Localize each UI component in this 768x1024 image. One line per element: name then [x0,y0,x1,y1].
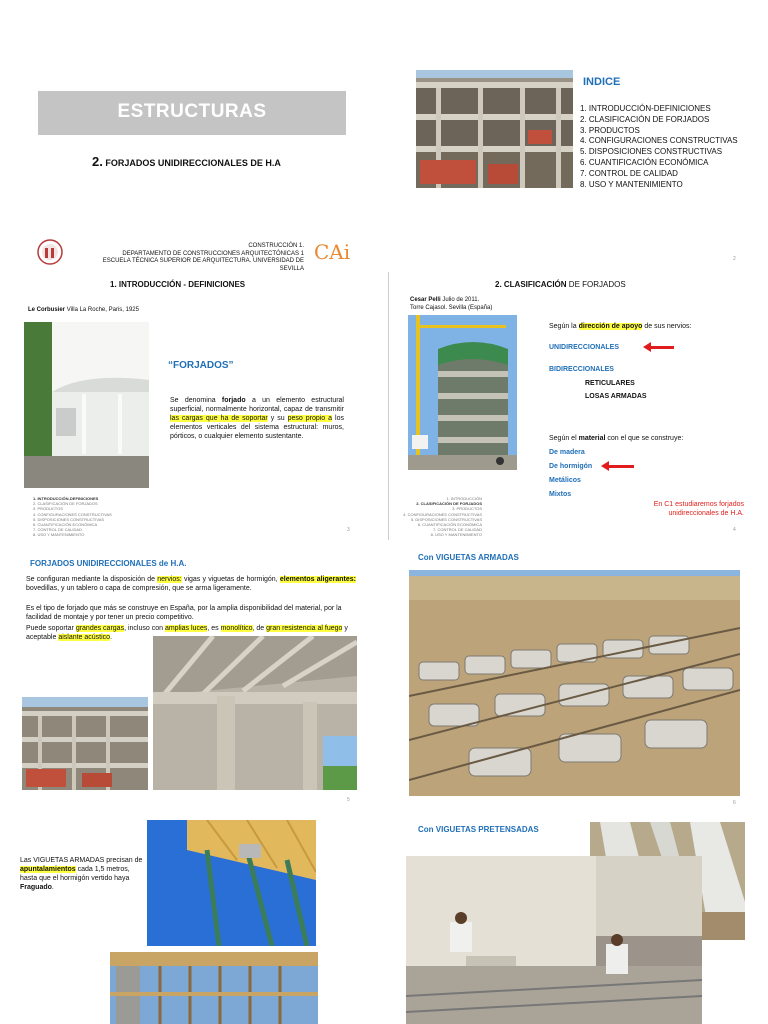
heading-number: 2. CLASIFICACIÓN [495,280,567,289]
subtitle-number: 2. [92,154,103,169]
text-fragment: con el que se construye: [605,435,684,442]
slide6-heading: Con VIGUETAS ARMADAS [418,553,519,562]
highlight: amplias luces [164,625,208,632]
subtitle-text: FORJADOS UNIDIRECCIONALES DE H.A [105,158,281,168]
slide4-mini-index [402,496,482,538]
text-fragment: Es el tipo de forjado que más se construye en España, por la amplia disponibilidad del material, por la facilidad de montaje y por tener un precio competitivo. [26,605,342,622]
apuntalamientos-text [20,856,144,892]
caption-author: Cesar Pelli [410,297,441,303]
text-fragment: cada 1,5 metros, hasta que el hormigón vertido haya [20,866,130,883]
type-reticulares: RETICULARES [585,380,635,387]
viguetas-armadas-photo [409,570,740,796]
shoring-props-photo [147,820,316,946]
banner-title: ESTRUCTURAS [117,101,267,122]
mini-index-item: 2. CLASIFICACIÓN DE FORJADOS [33,501,98,507]
mini-index-item: 7. CONTROL DE CALIDAD [433,527,482,533]
text-fragment: , de [252,625,267,632]
university-seal-logo [36,238,66,266]
text-fragment: Según el [549,435,579,442]
mini-index-item: 3. PRODUCTOS [452,506,482,512]
text-fragment: . [110,634,113,642]
indice-item: 6. CUANTIFICACIÓN ECONÓMICA [580,157,709,167]
indice-item: 2. CLASIFICACIÓN DE FORJADOS [580,114,710,124]
indice-item: 3. PRODUCTOS [580,125,640,135]
villa-la-roche-photo [24,322,149,488]
caption-place: Torre Cajasol. Sevilla (España) [410,304,493,311]
mini-index-item: 3. PRODUCTOS [33,506,63,512]
highlight: peso propio a [287,415,333,423]
highlight: dirección de apoyo [578,323,643,330]
highlight: aislante acústico [58,634,111,642]
material-madera: De madera [549,449,585,456]
highlight: nervios: [157,576,182,583]
slide4-heading [495,280,626,291]
mini-index-item: 8. USO Y MANTENIMIENTO [33,532,85,538]
formwork-photo [110,952,318,1024]
text-fragment: a un elemento estructural superficial, normalmente horizontal, capaz de transmitir [170,397,344,414]
page-number: 2 [733,256,736,262]
slide3-heading: 1. INTRODUCCIÓN - DEFINICIONES [110,280,246,289]
course-header [100,243,304,273]
material-criterion [549,434,683,443]
slide-divider [388,272,389,540]
highlight: elementos aligerantes: [279,576,356,583]
mini-index-item: 1. INTRODUCCIÓN [446,496,482,501]
highlight: grandes cargas [75,625,125,632]
type-bidireccionales: BIDIRECCIONALES [549,366,614,373]
indice-title: INDICE [583,76,621,88]
text-fragment: vigas y viguetas de hormigón, [181,576,280,583]
red-arrow [650,346,674,349]
indice-list [580,104,738,190]
text-fragment: , incluso con [124,625,165,632]
highlight: monolítico [220,625,253,632]
department-name: DEPARTAMENTO DE CONSTRUCCIONES ARQUITECTÓNICAS 1 [122,250,304,257]
building-frame-photo [22,697,148,790]
page-number: 5 [347,797,350,803]
mini-index-item: 6. CUANTIFICACIÓN ECONÓMICA [417,521,482,527]
text-fragment: y aceptable [26,625,348,642]
slab-underside-photo [153,636,357,790]
material-metalicos: Metálicos [549,477,581,484]
material-hormigon: De hormigón [549,463,593,470]
text-fragment: Según la [549,323,579,330]
indice-item: 5. DISPOSICIONES CONSTRUCTIVAS [580,147,723,157]
text-fragment: Fraguado [20,884,52,892]
photo-caption [28,307,139,315]
slide-subtitle [92,154,352,169]
caption-date: Julio de 2011. [442,297,480,303]
mini-index-item: 5. DISPOSICIONES CONSTRUCTIVAS [410,516,482,522]
page-number: 3 [347,527,350,533]
indice-item: 7. CONTROL DE CALIDAD [580,168,678,178]
text-fragment: . [51,884,54,892]
type-unidireccionales: UNIDIRECCIONALES [549,344,620,351]
caption-rest: Villa La Roche, Paris, 1925 [66,307,139,313]
course-note: En C1 estudiaremos forjados unidireccionales de H.A. [653,501,744,518]
slide5-paragraph-a [26,575,356,593]
apoyo-criterion [549,322,691,331]
heading-rest: DE FORJADOS [566,280,626,289]
forjados-title: “FORJADOS” [168,360,234,371]
text-fragment: los elementos verticales del sistema estructural: muros, pórticos, o cualquier elemento sustentante. [170,415,344,441]
slide5-paragraph-b [26,604,356,622]
torre-cajasol-photo [408,315,517,470]
text-fragment: Puede soportar [26,625,76,632]
text-fragment: forjado [221,397,246,404]
school-name: ESCUELA TÉCNICA SUPERIOR DE ARQUITECTURA. UNIVERSIDAD DE SEVILLA [102,258,304,272]
mini-index-item: 4. CONFIGURACIONES CONSTRUCTIVAS [33,511,112,517]
highlight: las cargas que ha de soportar [170,415,268,423]
red-arrow [608,465,634,468]
slide3-mini-index [33,496,112,538]
photo-caption [410,297,492,312]
mini-index-item: 6. CUANTIFICACIÓN ECONÓMICA [33,521,98,527]
text-fragment: y su [267,415,288,423]
page-number: 6 [733,800,736,806]
highlight: gran resistencia al fuego [266,625,343,632]
mini-index-item: 8. USO Y MANTENIMIENTO [430,532,482,538]
indice-item: 1. INTRODUCCIÓN-DEFINICIONES [580,104,711,113]
indice-item: 4. CONFIGURACIONES CONSTRUCTIVAS [580,136,738,146]
mini-index-item: 4. CONFIGURACIONES CONSTRUCTIVAS [403,511,482,517]
cai-logo: CAi [314,240,351,264]
mini-index-item: 2. CLASIFICACIÓN DE FORJADOS [416,501,482,507]
mini-index-item: 7. CONTROL DE CALIDAD [33,527,82,533]
slide8-heading: Con VIGUETAS PRETENSADAS [418,825,539,834]
text-fragment: Se denomina [170,397,222,404]
forjado-definition [170,396,344,441]
indice-item: 8. USO Y MANTENIMIENTO [580,179,683,189]
mini-index-item: 1. INTRODUCCIÓN-DEFINICIONES [33,496,99,501]
text-fragment: Se configuran mediante la disposición de [26,576,158,583]
text-fragment: Las VIGUETAS ARMADAS precisan de [20,857,143,864]
page-number: 4 [733,527,736,533]
text-fragment: material [578,435,606,442]
text-fragment: de sus nervios: [642,323,692,330]
building-construction-photo [416,70,573,188]
slide5-heading: FORJADOS UNIDIRECCIONALES de H.A. [30,559,187,568]
text-fragment: bovedillas, y un tablero o capa de compresión, que se arma ligeramente. [26,585,252,593]
workers-installing-photo [406,856,702,1024]
caption-author: Le Corbusier [28,307,66,313]
mini-index-item: 5. DISPOSICIONES CONSTRUCTIVAS [33,516,105,522]
course-name: CONSTRUCCIÓN 1. [248,243,304,249]
material-mixtos: Mixtos [549,491,572,498]
text-fragment: , es [207,625,221,632]
type-losas: LOSAS ARMADAS [585,393,647,400]
highlight: apuntalamientos [20,866,76,874]
